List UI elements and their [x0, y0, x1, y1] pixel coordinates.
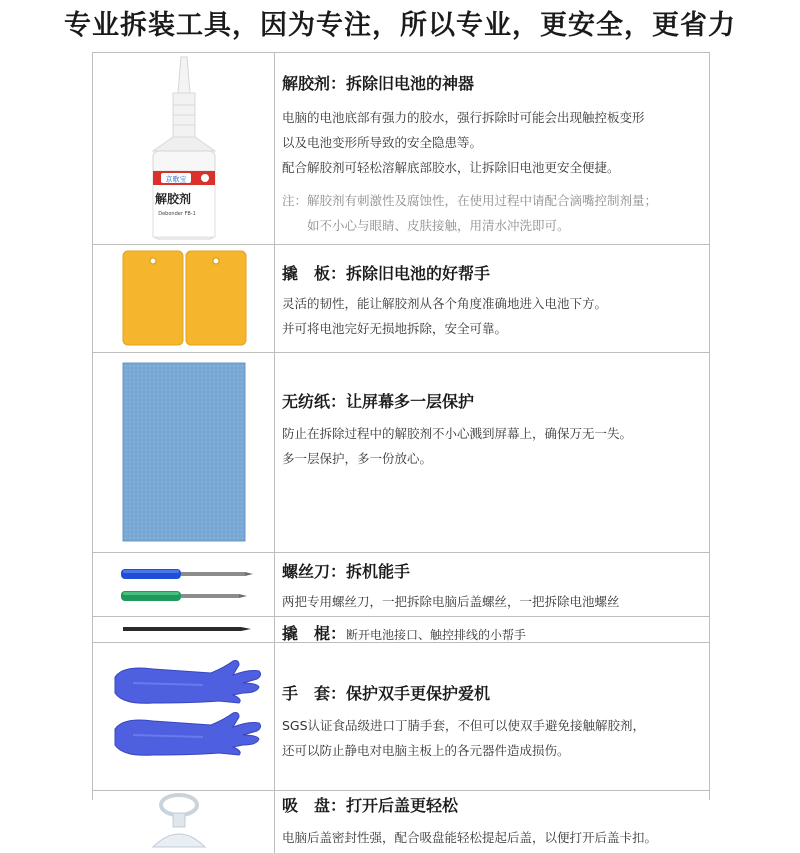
page-title: 专业拆装工具，因为专注，所以专业，更安全，更省力 — [64, 10, 736, 41]
suction-cup-image-cell — [93, 791, 275, 853]
gloves-desc-line-1: SGS认证食品级进口丁腈手套，不但可以使双手避免接触解胶剂， — [282, 718, 646, 733]
pry-bar-text-cell — [275, 617, 709, 642]
tool-row-pry-plate — [93, 245, 709, 353]
pry-plate-image-cell — [93, 245, 275, 352]
suction-cup-desc-line-1: 电脑后盖密封性强，配合吸盘能轻松提起后盖，以便打开后盖卡扣。 — [282, 830, 658, 845]
tool-row-gloves — [93, 643, 709, 791]
debonder-desc-line-1: 电脑的电池底部有强力的胶水，强行拆除时可能会出现触控板变形 — [282, 110, 645, 125]
cloth-desc-line-2: 多一层保护，多一份放心。 — [282, 451, 433, 466]
debonder-desc-line-3: 配合解胶剂可轻松溶解底部胶水，让拆除旧电池更安全便捷。 — [282, 160, 620, 175]
suction-cup-image — [93, 791, 275, 853]
debonder-bottle-image — [93, 53, 275, 243]
debonder-desc-line-2: 以及电池变形所导致的安全隐患等。 — [282, 135, 483, 150]
pry-plate-text-cell — [275, 245, 709, 352]
gloves-desc-line-2: 还可以防止静电对电脑主板上的各元器件造成损伤。 — [282, 743, 570, 758]
screwdriver-image — [93, 553, 275, 615]
pry-plate-desc-line-2: 并可将电池完好无损地拆除，安全可靠。 — [282, 321, 508, 336]
debonder-text-cell — [275, 53, 709, 244]
pry-plate-heading: 撬 板：拆除旧电池的好帮手 — [282, 264, 491, 283]
cloth-image-cell — [93, 353, 275, 552]
gloves-text-cell — [275, 643, 709, 790]
screwdriver-text-cell — [275, 553, 709, 616]
pry-bar-image — [93, 617, 275, 641]
cloth-text-cell — [275, 353, 709, 552]
bottle-sub-text: Debonder FB-1 — [158, 211, 196, 217]
cloth-heading: 无纺纸：让屏幕多一层保护 — [282, 392, 475, 411]
gloves-heading: 手 套：保护双手更保护爱机 — [282, 684, 491, 703]
screwdriver-desc-line-1: 两把专用螺丝刀，一把拆除电脑后盖螺丝，一把拆除电池螺丝 — [282, 594, 620, 609]
tool-row-screwdriver — [93, 553, 709, 617]
screwdriver-heading: 螺丝刀：拆机能手 — [282, 562, 411, 581]
bottle-name-text: 解胶剂 — [154, 192, 192, 206]
pry-bar-desc: 断开电池接口、触控排线的小帮手 — [346, 628, 527, 642]
pry-bar-image-cell — [93, 617, 275, 642]
cloth-desc-line-1: 防止在拆除过程中的解胶剂不小心溅到屏幕上，确保万无一失。 — [282, 426, 633, 441]
debonder-note-line-2: 如不小心与眼睛、皮肤接触，用清水冲洗即可。 — [282, 218, 570, 233]
cloth-image — [93, 353, 275, 551]
bottle-brand-text: 京歌宝 — [165, 175, 187, 184]
suction-cup-text-cell — [275, 791, 709, 853]
gloves-image — [93, 643, 275, 789]
tool-row-suction-cup — [93, 791, 709, 853]
tool-row-cloth — [93, 353, 709, 553]
debonder-image-cell — [93, 53, 275, 244]
pry-plate-desc-line-1: 灵活的韧性，能让解胶剂从各个角度准确地进入电池下方。 — [282, 296, 608, 311]
tool-table — [92, 52, 710, 845]
tool-row-debonder — [93, 53, 709, 245]
debonder-heading: 解胶剂：拆除旧电池的神器 — [282, 74, 475, 93]
screwdriver-image-cell — [93, 553, 275, 616]
suction-cup-heading: 吸 盘：打开后盖更轻松 — [282, 796, 459, 815]
pry-plate-image — [93, 245, 275, 351]
tool-row-pry-bar — [93, 617, 709, 643]
pry-bar-heading: 撬 棍： — [282, 624, 347, 643]
debonder-note-line-1: 注：解胶剂有刺激性及腐蚀性，在使用过程中请配合滴嘴控制剂量； — [282, 193, 658, 208]
gloves-image-cell — [93, 643, 275, 790]
